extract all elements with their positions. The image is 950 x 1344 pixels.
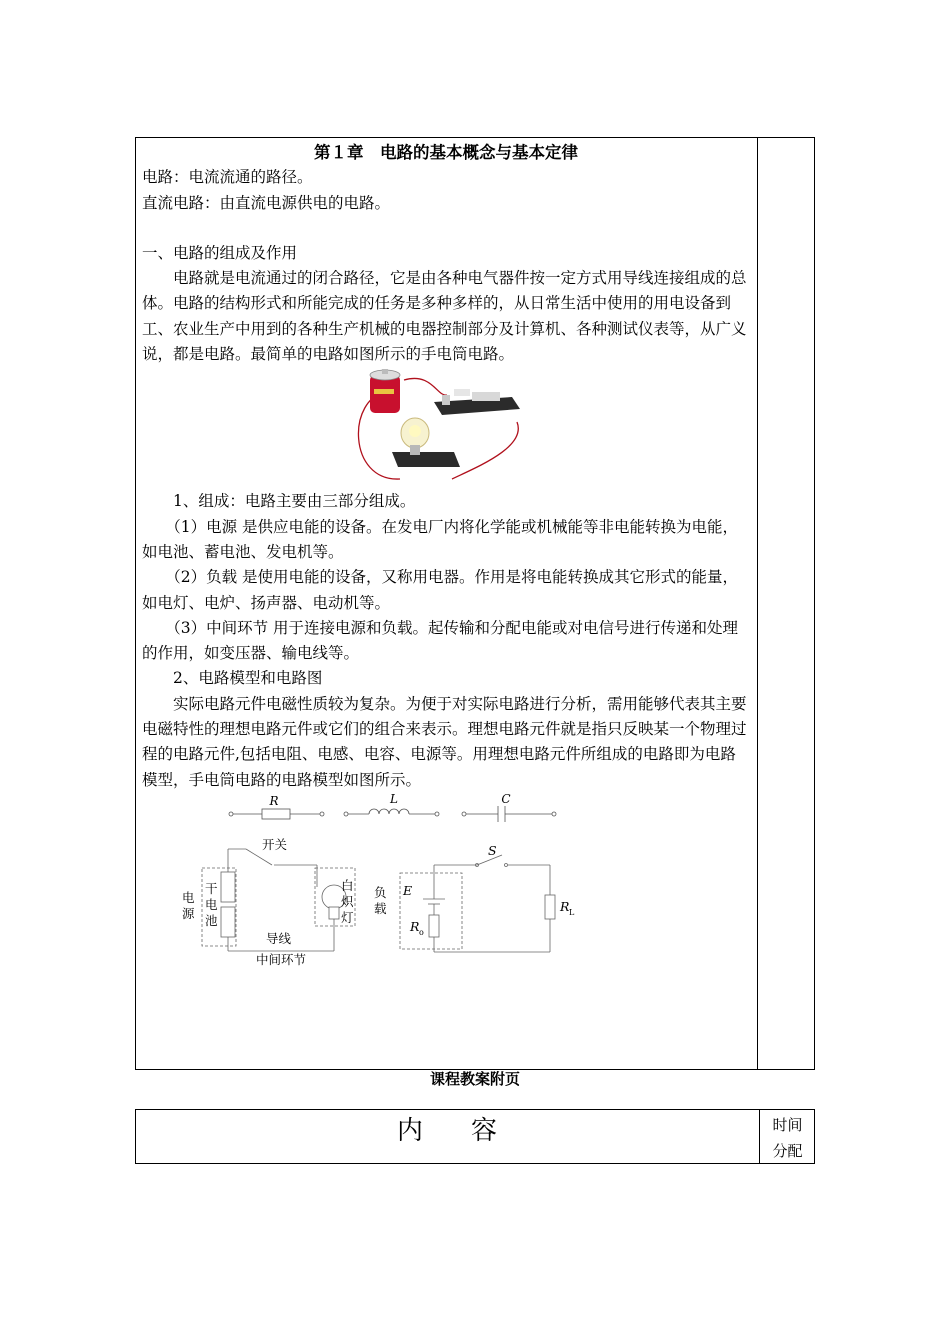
time-allocation-header (760, 1112, 815, 1164)
switch-label: 开关 (262, 836, 288, 852)
load-label-2: 载 (374, 900, 387, 916)
switch-s-label: S (488, 842, 497, 858)
cell-label-3: 池 (205, 912, 218, 928)
emf-label: E (403, 882, 413, 898)
resistor-label: R (269, 793, 279, 808)
source-label-2: 源 (182, 905, 195, 921)
lamp-label-1: 白 (341, 877, 354, 893)
flashlight-circuit-diagrams (142, 827, 750, 1047)
section1-heading: 一、电路的组成及作用 (142, 243, 298, 262)
middle-link-label: 中间环节 (256, 951, 307, 967)
chapter-title: 第１章 电路的基本概念与基本定律 (314, 143, 578, 162)
inductor-label: L (390, 792, 398, 806)
flashlight-circuit-photo (142, 367, 750, 489)
ideal-element-diagram (142, 793, 750, 827)
time-column-divider (757, 137, 758, 1070)
source-label-1: 电 (182, 889, 195, 905)
spacer (142, 216, 750, 241)
content-header: 内容 (396, 1116, 545, 1146)
cell-label-1: 干 (205, 880, 218, 896)
item1-source: （1）电源 是供应电能的设备。在发电厂内将化学能或机械能等非电能转换为电能，如电池、蓄电池、发电机等。 (142, 517, 739, 561)
load-resistance-subscript: L (569, 907, 575, 917)
lesson-content (142, 140, 750, 1047)
item1: 1、组成：电路主要由三部分组成。 (173, 492, 416, 511)
time-label: 时间 (772, 1116, 803, 1134)
ideal-element-symbols (142, 793, 750, 827)
wire-label: 导线 (266, 930, 292, 946)
circuit-diagrams (142, 827, 750, 1047)
internal-resistance-label: R (410, 918, 420, 934)
item2-paragraph: 实际电路元件电磁性质较为复杂。为便于对实际电路进行分析，需用能够代表其主要电磁特性的理想电路元件或它们的组合来表示。理想电路元件就是指只反映某一个物理过程的电路元件,包括电阻、电感、电容、电源等。用理想电路元件所组成的电路即为电路模型，手电筒电路的电路模型如图所示。 (142, 694, 747, 789)
lamp-label-2: 炽 (341, 893, 354, 909)
item1-load: （2）负载 是使用电能的设备，又称用电器。作用是将电能转换成其它形式的能量，如电灯、电炉、扬声器、电动机等。 (142, 568, 739, 612)
item2: 2、电路模型和电路图 (173, 669, 323, 688)
def-dc-circuit: 直流电路：由直流电源供电的电路。 (142, 193, 391, 212)
section1-paragraph: 电路就是电流通过的闭合路径，它是由各种电气器件按一定方式用导线连接组成的总体。电路的结构形式和所能完成的任务是多种多样的，从日常生活中使用的用电设备到工、农业生产中用到的各种生产机械的电器控制部分及计算机、各种测试仪表等，从广义说，都是电路。最简单的电路如图所示的手电筒电路。 (142, 269, 747, 364)
capacitor-label: C (501, 792, 511, 806)
load-resistance-label: R (560, 898, 570, 914)
appendix-title: 课程教案附页 (429, 1070, 520, 1088)
internal-resistance-subscript: o (419, 927, 424, 937)
flashlight-circuit-illustration (142, 367, 750, 489)
allocation-label: 分配 (772, 1142, 803, 1160)
load-label-1: 负 (374, 884, 387, 900)
cell-label-2: 电 (205, 896, 218, 912)
def-circuit: 电路：电流流通的路径。 (142, 168, 313, 187)
lamp-label-3: 灯 (341, 909, 354, 925)
item1-middle: （3）中间环节 用于连接电源和负载。起传输和分配电能或对电信号进行传递和处理的作用，如变压器、输电线等。 (142, 618, 739, 663)
